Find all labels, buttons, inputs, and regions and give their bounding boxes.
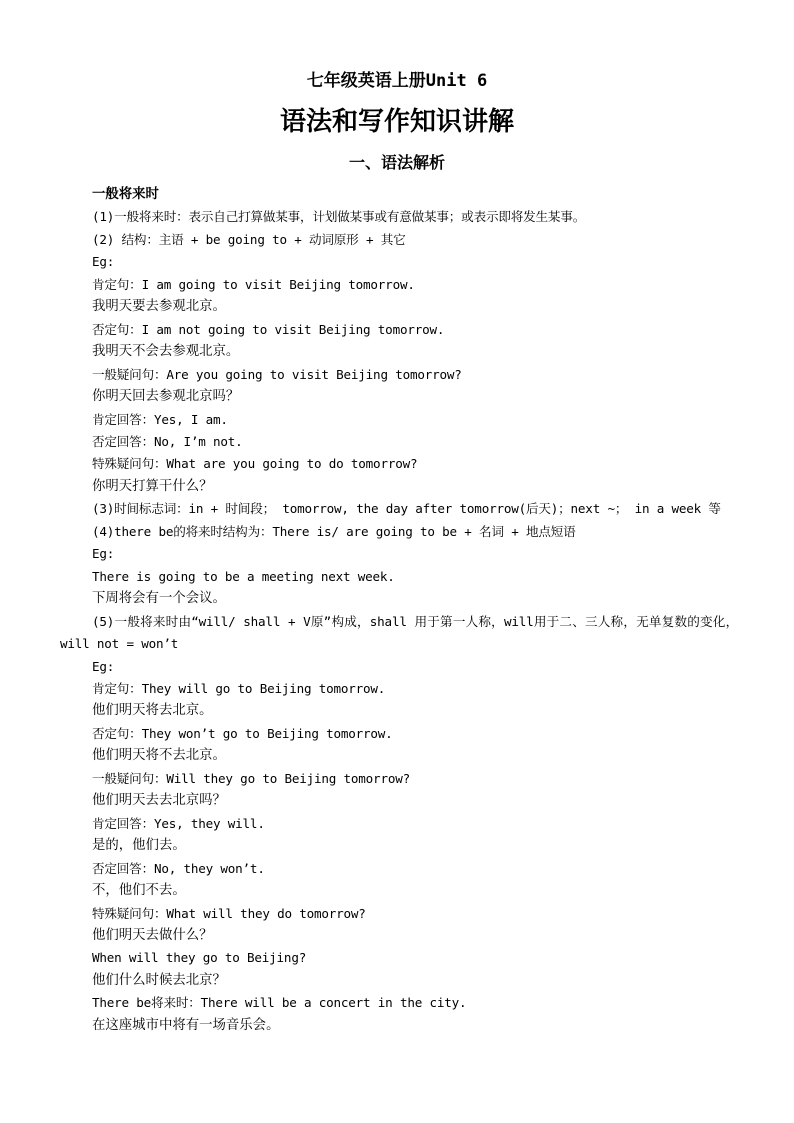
text-line: 我明天不会去参观北京。 [92,344,240,360]
text-line-wrapped: (5)一般将来时由“will/ shall + V原”构成，shall 用于第一人称，will用于二、三人称，无单复数的变化， will not = won’t [60,613,738,652]
document-body [60,184,738,1037]
text-line: 是的，他们去。 [92,838,186,854]
text-line-wrapped: (3)时间标志词：in + 时间段； tomorrow, the day after tomorrow(后天)；next ~； in a week 等 [92,501,721,517]
text-line: Eg: [92,546,115,562]
text-line: 他们明天将不去北京。 [92,748,226,764]
text-line: 否定回答：No, I’m not. [92,433,243,449]
subheading-future-tense: 一般将来时 [92,187,159,202]
text-line: Eg: [92,254,115,270]
document-title-main: 语法和写作知识讲解 [279,107,514,137]
text-line: 肯定句：They will go to Beijing tomorrow. [92,680,386,696]
text-line: 肯定句：I am going to visit Beijing tomorrow. [92,276,415,292]
text-line: (1)一般将来时：表示自己打算做某事，计划做某事或有意做某事；或表示即将发生某事。 [92,209,586,225]
text-line: 否定句：I am not going to visit Beijing tomorrow. [92,321,445,337]
text-line: 他们明天去去北京吗？ [92,793,226,809]
text-line: There is going to be a meeting next week. [92,568,395,584]
text-line: 你明天打算干什么？ [92,478,213,494]
text-line: 一般疑问句：Are you going to visit Beijing tomorrow? [92,366,462,382]
text-line: 你明天回去参观北京吗？ [92,389,240,405]
text-line: 他们明天去做什么？ [92,927,213,943]
text-line: 下周将会有一个会议。 [92,591,226,607]
text-line: 否定句：They won’t go to Beijing tomorrow. [92,725,393,741]
text-line: 一般疑问句：Will they go to Beijing tomorrow? [92,770,410,786]
text-line: 肯定回答：Yes, I am. [92,411,228,427]
text-line: 肯定回答：Yes, they will. [92,815,265,831]
text-line: 在这座城市中将有一场音乐会。 [92,1017,280,1033]
text-line: Eg: [92,658,115,674]
text-line: (2) 结构：主语 + be going to + 动词原形 + 其它 [92,231,406,247]
text-line: (4)there be的将来时结构为：There is/ are going to be + 名词 + 地点短语 [92,523,576,539]
text-line: There be将来时：There will be a concert in the city. [92,995,467,1011]
text-line: 不，他们不去。 [92,883,186,899]
text-line: When will they go to Beijing? [92,950,307,966]
text-line: 他们什么时候去北京？ [92,972,226,988]
text-line: 特殊疑问句：What are you going to do tomorrow? [92,456,418,472]
section-title-grammar: 一、语法解析 [348,153,445,172]
text-line: 否定回答：No, they won’t. [92,860,265,876]
text-line: 他们明天将去北京。 [92,703,213,719]
text-line: 我明天要去参观北京。 [92,299,226,315]
text-line: 特殊疑问句：What will they do tomorrow? [92,905,366,921]
document-title-grade-unit: 七年级英语上册Unit 6 [306,71,488,91]
